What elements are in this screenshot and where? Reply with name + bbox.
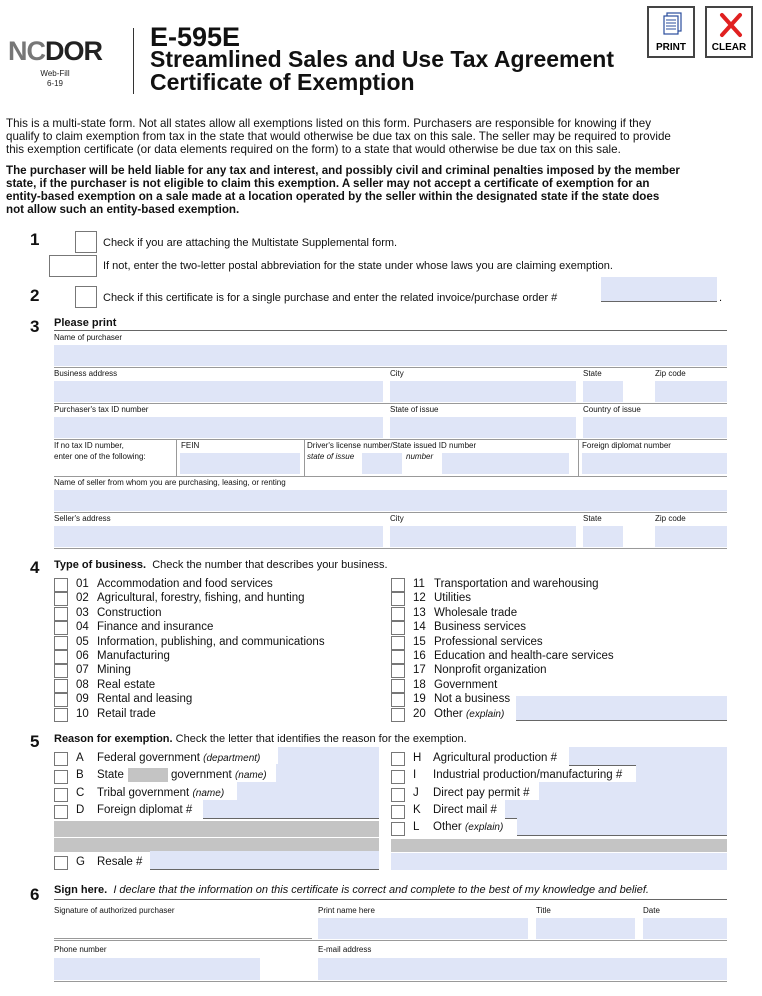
- row-rule: [54, 367, 727, 368]
- sign-here-heading: Sign here. I declare that the information on this certificate is correct and complete to the best of my knowledge and belief.: [54, 884, 649, 896]
- business-type-label: Agricultural, forestry, fishing, and hunting: [97, 592, 305, 605]
- reason-c-checkbox[interactable]: [54, 788, 68, 802]
- business-type-19-checkbox[interactable]: [391, 693, 405, 707]
- row-rule: [54, 439, 727, 440]
- business-type-13-checkbox[interactable]: [391, 607, 405, 621]
- business-type-08-checkbox[interactable]: [54, 679, 68, 693]
- reason-i-letter: I: [413, 769, 417, 781]
- business-type-label: Accommodation and food services: [97, 578, 273, 590]
- reason-c-letter: C: [76, 787, 85, 799]
- business-type-label: Government: [434, 678, 498, 691]
- reason-e-disabled-field: [54, 821, 379, 837]
- row-rule: [54, 940, 727, 941]
- direct-pay-permit-input[interactable]: [539, 782, 727, 801]
- zip-label: Zip code: [655, 369, 686, 378]
- foreign-diplomat-number-input[interactable]: [582, 453, 727, 474]
- business-type-label: Nonprofit organization: [434, 664, 547, 677]
- section-1-number: 1: [30, 230, 40, 249]
- business-type-12-checkbox[interactable]: [391, 592, 405, 606]
- resale-number-input[interactable]: [150, 851, 379, 870]
- seller-city-input[interactable]: [390, 526, 576, 547]
- reason-i-label: Industrial production/manufacturing #: [433, 769, 623, 781]
- seller-state-input[interactable]: [583, 526, 623, 547]
- dl-state-of-issue-label: state of issue: [307, 452, 355, 461]
- state-label: State: [583, 369, 602, 378]
- state-of-issue-label: State of issue: [390, 405, 439, 414]
- print-name-input[interactable]: [318, 918, 528, 939]
- email-input[interactable]: [318, 958, 727, 980]
- business-type-code: 12: [413, 592, 426, 605]
- print-button[interactable]: [647, 6, 695, 58]
- business-type-code: 17: [413, 664, 426, 677]
- row-rule: [54, 512, 727, 513]
- dl-number-label: number: [406, 452, 434, 461]
- reason-f-disabled-field: [54, 838, 379, 852]
- business-type-code: 14: [413, 621, 426, 634]
- business-type-18-checkbox[interactable]: [391, 679, 405, 693]
- fein-input[interactable]: [180, 453, 300, 474]
- email-label: E-mail address: [318, 945, 372, 954]
- business-type-10-checkbox[interactable]: [54, 708, 68, 722]
- date-input[interactable]: [643, 918, 727, 939]
- signature-label: Signature of authorized purchaser: [54, 906, 175, 915]
- reason-j-checkbox[interactable]: [391, 788, 405, 802]
- business-type-07-checkbox[interactable]: [54, 664, 68, 678]
- other-reason-explain-input[interactable]: [517, 817, 727, 836]
- reason-c-label: Tribal government (name): [97, 787, 225, 799]
- print-icon: [661, 12, 683, 38]
- business-type-code: 10: [76, 707, 89, 720]
- print-label: PRINT: [656, 42, 686, 53]
- reason-l-letter: L: [413, 821, 420, 833]
- drivers-license-label: Driver's license number/State issued ID number: [307, 441, 477, 450]
- clear-button[interactable]: [705, 6, 753, 58]
- section-3-number: 3: [30, 317, 40, 336]
- reason-k-label: Direct mail #: [433, 804, 497, 816]
- reason-m-disabled-field: [391, 839, 727, 852]
- column-divider: [176, 440, 177, 476]
- state-abbreviation-label: If not, enter the two-letter postal abbreviation for the state under whose laws you are claiming exemption.: [103, 260, 613, 272]
- business-type-label: Business services: [434, 621, 527, 634]
- business-address-input[interactable]: [54, 381, 383, 402]
- single-purchase-checkbox[interactable]: [75, 286, 97, 308]
- phone-input[interactable]: [54, 958, 260, 980]
- business-type-03-checkbox[interactable]: [54, 607, 68, 621]
- business-type-code: 06: [76, 650, 89, 662]
- business-type-02-checkbox[interactable]: [54, 592, 68, 606]
- business-type-code: 20: [413, 707, 426, 720]
- signature-field[interactable]: [54, 918, 312, 939]
- reason-k-letter: K: [413, 804, 421, 816]
- business-type-label: Education and health-care services: [434, 650, 614, 662]
- reason-i-checkbox[interactable]: [391, 770, 405, 784]
- business-type-06-checkbox[interactable]: [54, 650, 68, 664]
- business-type-11-checkbox[interactable]: [391, 578, 405, 592]
- tax-id-label: Purchaser's tax ID number: [54, 405, 149, 414]
- business-type-15-checkbox[interactable]: [391, 636, 405, 650]
- clear-label: CLEAR: [711, 42, 747, 53]
- business-type-label: Real estate: [97, 678, 156, 691]
- reason-b-letter: B: [76, 769, 84, 781]
- business-type-01-checkbox[interactable]: [54, 578, 68, 592]
- purchaser-name-input[interactable]: [54, 345, 727, 366]
- header-divider: [133, 28, 134, 94]
- seller-city-label: City: [390, 514, 404, 523]
- row-rule: [54, 403, 727, 404]
- state-of-issue-input[interactable]: [390, 417, 576, 438]
- fein-label: FEIN: [181, 441, 200, 450]
- country-of-issue-input[interactable]: [583, 417, 727, 438]
- business-type-code: 03: [76, 606, 89, 619]
- section-6-rule: [54, 899, 727, 900]
- zip-input[interactable]: [655, 381, 727, 402]
- seller-address-input[interactable]: [54, 526, 383, 547]
- business-address-label: Business address: [54, 369, 118, 378]
- business-type-code: 09: [76, 693, 89, 706]
- clear-x-icon: [719, 12, 743, 38]
- reason-a-label: Federal government (department): [97, 752, 261, 764]
- liability-paragraph: The purchaser will be held liable for any tax and interest, and possibly civil and criminal penalties imposed by the member state, if the purchaser is not eligible to claim this exemption. A seller may not accept a certificate of exemption for an entity-based exemption on a sale made at a location operated by the seller within the designated state if the state does not allow such an entity-based exemption.: [6, 164, 680, 216]
- seller-name-label: Name of seller from whom you are purchasing, leasing, or renting: [54, 478, 286, 487]
- section-2-number: 2: [30, 286, 40, 305]
- industrial-production-input[interactable]: [636, 764, 727, 783]
- multistate-supplemental-checkbox[interactable]: [75, 231, 97, 253]
- business-type-code: 16: [413, 650, 426, 662]
- form-title-line2: Certificate of Exemption: [150, 69, 415, 95]
- tax-id-input[interactable]: [54, 417, 383, 438]
- business-type-label: Transportation and warehousing: [434, 578, 599, 590]
- seller-address-label: Seller's address: [54, 514, 111, 523]
- reason-b-label2: government (name): [171, 769, 267, 781]
- form-title-line1: Streamlined Sales and Use Tax Agreement: [150, 46, 615, 72]
- row-rule: [54, 548, 727, 549]
- reason-j-label: Direct pay permit #: [433, 787, 530, 799]
- business-type-label: Wholesale trade: [434, 606, 518, 619]
- single-purchase-label: Check if this certificate is for a single purchase and enter the related invoice/purchase order #: [103, 292, 558, 304]
- business-type-code: 02: [76, 592, 89, 605]
- business-type-code: 07: [76, 664, 89, 677]
- business-type-label: Retail trade: [97, 707, 156, 720]
- business-type-17-checkbox[interactable]: [391, 664, 405, 678]
- business-type-04-checkbox[interactable]: [54, 621, 68, 635]
- multistate-supplemental-label: Check if you are attaching the Multistate Supplemental form.: [103, 237, 398, 249]
- reason-for-exemption-heading: Reason for exemption. Check the letter that identifies the reason for the exemption.: [54, 733, 467, 745]
- seller-state-label: State: [583, 514, 602, 523]
- web-fill-version: Web-Fill 6-19: [40, 69, 70, 88]
- business-type-14-checkbox[interactable]: [391, 621, 405, 635]
- reason-b-state-input[interactable]: [128, 768, 168, 782]
- business-type-label: Finance and insurance: [97, 621, 214, 634]
- business-type-code: 05: [76, 635, 89, 648]
- invoice-period: .: [719, 292, 723, 304]
- business-type-label: Information, publishing, and communications: [97, 635, 325, 648]
- invoice-number-input[interactable]: [601, 277, 717, 302]
- business-type-16-checkbox[interactable]: [391, 650, 405, 664]
- ncdor-logo: NCDOR: [8, 36, 102, 66]
- reason-g-checkbox[interactable]: [54, 856, 68, 870]
- business-type-code: 18: [413, 678, 426, 691]
- column-divider: [304, 440, 305, 476]
- business-type-code: 15: [413, 635, 426, 648]
- reason-g-label: Resale #: [97, 856, 143, 868]
- dl-state-input[interactable]: [362, 453, 402, 474]
- reason-k-checkbox[interactable]: [391, 805, 405, 819]
- section-3-rule: [54, 330, 727, 331]
- business-type-code: 19: [413, 693, 426, 706]
- type-of-business-heading: Type of business. Check the number that describes your business.: [54, 559, 388, 571]
- state-input[interactable]: [583, 381, 623, 402]
- business-type-05-checkbox[interactable]: [54, 636, 68, 650]
- reason-a-letter: A: [76, 752, 84, 764]
- title-label: Title: [536, 906, 551, 915]
- reason-j-letter: J: [413, 787, 419, 799]
- business-type-label: Mining: [97, 664, 131, 677]
- city-input[interactable]: [390, 381, 576, 402]
- business-type-label: Not a business: [434, 693, 511, 706]
- section-5-number: 5: [30, 732, 40, 751]
- reason-a-checkbox[interactable]: [54, 752, 68, 766]
- title-input[interactable]: [536, 918, 635, 939]
- business-type-code: 13: [413, 606, 426, 619]
- country-of-issue-label: Country of issue: [583, 405, 641, 414]
- phone-label: Phone number: [54, 945, 107, 954]
- business-type-code: 08: [76, 678, 89, 691]
- business-type-code: 04: [76, 621, 89, 634]
- business-type-label: Manufacturing: [97, 650, 170, 662]
- seller-zip-input[interactable]: [655, 526, 727, 547]
- business-type-label: Construction: [97, 606, 162, 619]
- please-print-heading: Please print: [54, 317, 117, 329]
- foreign-diplomat-number-label: Foreign diplomat number: [582, 441, 671, 450]
- row-rule: [54, 476, 727, 477]
- reason-h-label: Agricultural production #: [433, 752, 558, 764]
- state-abbreviation-input[interactable]: [49, 255, 97, 277]
- reason-h-checkbox[interactable]: [391, 752, 405, 766]
- business-type-code: 01: [76, 578, 89, 590]
- seller-zip-label: Zip code: [655, 514, 686, 523]
- reason-d-checkbox[interactable]: [54, 805, 68, 819]
- section-4-number: 4: [30, 558, 40, 577]
- section-6-number: 6: [30, 885, 40, 904]
- row-rule: [54, 981, 727, 982]
- reason-d-label: Foreign diplomat #: [97, 804, 193, 816]
- form-number: E-595E: [150, 22, 241, 52]
- city-label: City: [390, 369, 404, 378]
- business-type-label: Utilities: [434, 592, 472, 605]
- other-business-explain-input[interactable]: [516, 696, 727, 721]
- business-type-20-checkbox[interactable]: [391, 708, 405, 722]
- no-tax-id-label-2: enter one of the following:: [54, 452, 146, 461]
- business-type-label: Other (explain): [434, 707, 505, 720]
- state-government-name-input[interactable]: [276, 764, 379, 783]
- column-divider: [578, 440, 579, 476]
- foreign-diplomat-input[interactable]: [203, 800, 379, 819]
- reason-d-letter: D: [76, 804, 85, 816]
- dl-number-input[interactable]: [442, 453, 569, 474]
- reason-b-label: State: [97, 769, 124, 781]
- other-reason-explain-continued-input[interactable]: [391, 853, 727, 870]
- print-name-label: Print name here: [318, 906, 375, 915]
- date-label: Date: [643, 906, 660, 915]
- reason-g-letter: G: [76, 856, 85, 868]
- tribal-government-name-input[interactable]: [237, 782, 379, 801]
- seller-name-input[interactable]: [54, 490, 727, 511]
- reason-l-label: Other (explain): [433, 821, 504, 833]
- business-type-09-checkbox[interactable]: [54, 693, 68, 707]
- reason-b-checkbox[interactable]: [54, 770, 68, 784]
- reason-l-checkbox[interactable]: [391, 822, 405, 836]
- intro-paragraph: This is a multi-state form. Not all states allow all exemptions listed on this form. Purchasers are responsible for knowing if they qualify to claim exemption from tax in the state that would otherwise be due tax on this sale. The seller may be required to provide this exemption certificate (or data elements required on the form) to a state that would otherwise be due tax on this sale.: [6, 117, 671, 156]
- business-type-label: Rental and leasing: [97, 693, 193, 706]
- no-tax-id-label-1: If no tax ID number,: [54, 441, 124, 450]
- business-type-label: Professional services: [434, 635, 543, 648]
- name-of-purchaser-label: Name of purchaser: [54, 333, 123, 342]
- business-type-code: 11: [413, 578, 425, 590]
- reason-h-letter: H: [413, 752, 422, 764]
